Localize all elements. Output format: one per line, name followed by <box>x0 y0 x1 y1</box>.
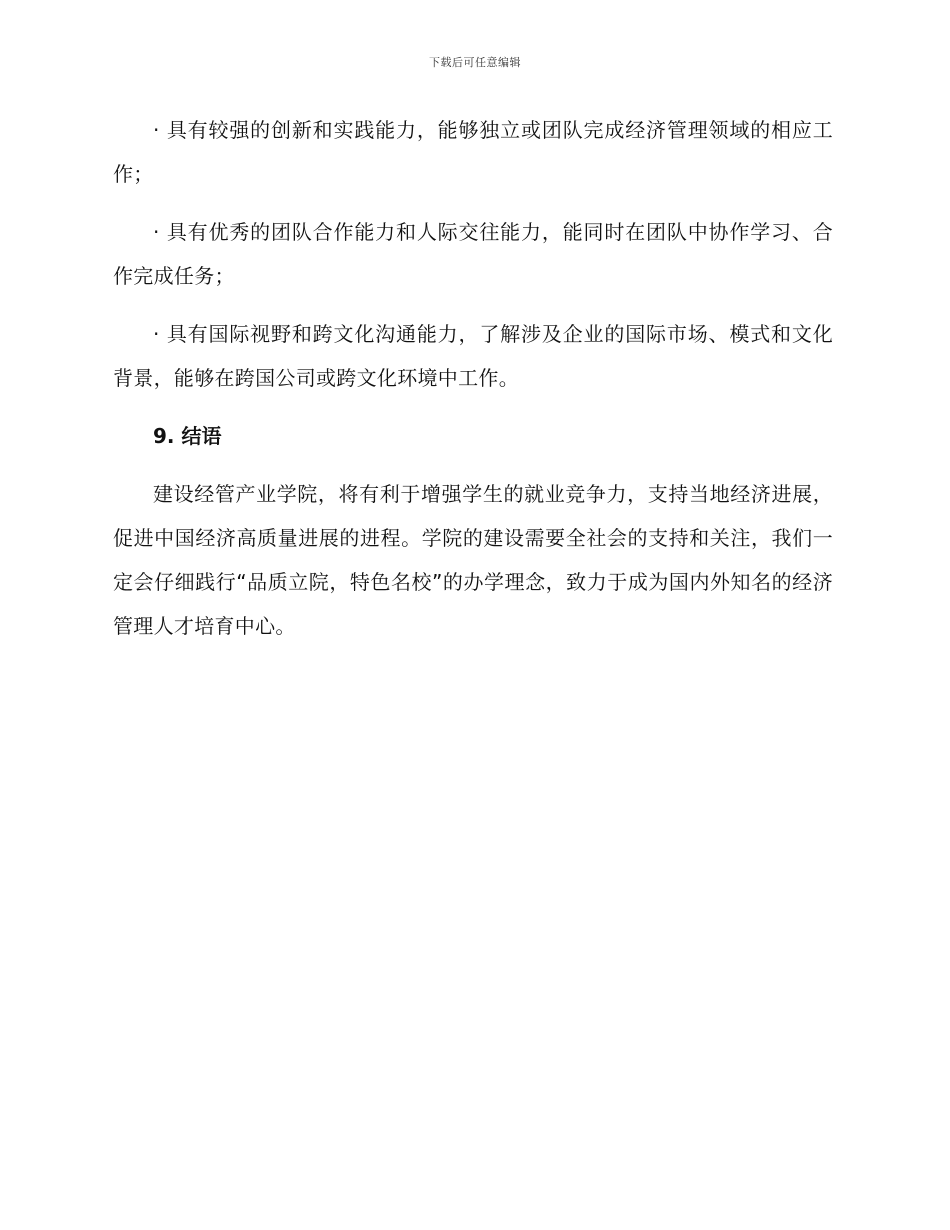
conclusion-paragraph: 建设经管产业学院，将有利于增强学生的就业竞争力，支持当地经济进展，促进中国经济高质量进展的进程。学院的建设需要全社会的支持和关注，我们一定会仔细践行“品质立院，特色名校”的办学理念，致力于成为国内外知名的经济管理人才培育中心。 <box>113 482 833 638</box>
page-header-note: 下载后可任意编辑 <box>429 56 521 69</box>
bullet-innovation-ability: · 具有较强的创新和实践能力，能够独立或团队完成经济管理领域的相应工作； <box>113 118 833 186</box>
document-body <box>113 108 833 662</box>
bullet-teamwork-ability: · 具有优秀的团队合作能力和人际交往能力，能同时在团队中协作学习、合作完成任务； <box>113 220 833 288</box>
bullet-international-vision: · 具有国际视野和跨文化沟通能力，了解涉及企业的国际市场、模式和文化背景，能够在跨国公司或跨文化环境中工作。 <box>113 322 833 390</box>
section-heading-conclusion: 9. 结语 <box>153 424 222 448</box>
